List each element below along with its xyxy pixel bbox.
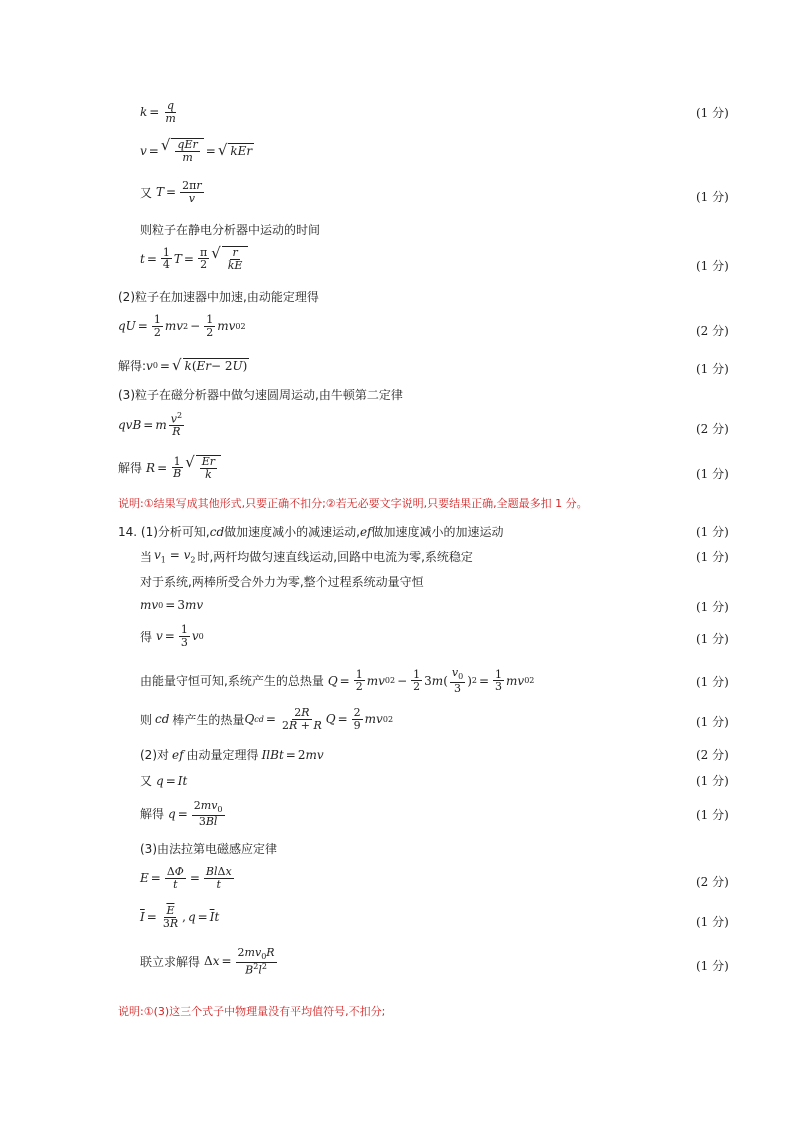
note-1: 说明:①结果写成其他形式,只要正确不扣分;②若无必要文字说明,只要结果正确,全题最多扣 1 分。 [118,497,588,510]
label-also: 又 [140,774,153,788]
score: (2 分) [696,422,729,436]
score: (1 分) [696,632,729,646]
score: (1 分) [696,550,729,564]
eq-qU: qU = $\frac{1}{2}$ mv 2 − $\frac{1}{2}$ mv 0 2 [118,313,246,339]
score: (1 分) [696,915,729,929]
score: (1 分) [696,362,729,376]
eq-I: $\overline{I}$ = $\frac{\overline{E}}{3R}$ , q = $\overline{I}t$ [140,904,220,930]
eq-v: v = √ $\frac{\text{qEr}}{m}$ = √ kEr [140,136,253,164]
eq-impulse: (2)对 ef 由动量定理得 IlBt = 2 mv [140,747,324,762]
label-solve: 解得: [118,359,147,373]
text-time: 则粒子在静电分析器中运动的时间 [140,223,321,237]
score: (1 分) [696,600,729,614]
q14-line2: 当 $v_1 = v_2$ 时,两杆均做匀速直线运动,回路中电流为零,系统稳定 [140,548,473,565]
label-energy: 由能量守恒可知,系统产生的总热量 [140,674,324,689]
eq-qcd: 则 cd 棒产生的热量 Q cd = $\frac{2R}{2R + R}$ Q = $\frac{2}{9}$ mv 0 2 [140,706,394,732]
eq-q-final: 解得 q = $\frac{2mv_0}{3Bl}$ [140,799,223,828]
eq-v-final: 得 v = $\frac{1}{3}$ v 0 [140,623,204,649]
eq-dx: 联立求解得 Δx = $\frac{2mv_0R}{B^2l^2}$ [140,946,275,977]
eq-R: 解得 R = $\frac{1}{B}$ √ $\frac{Er}{k}$ [118,455,221,480]
q14-line1: 14. (1)分析可知, cd 做加速度减小的减速运动, ef 做加速度减小的加速运动 [118,524,504,539]
note-2: 说明:①(3)这三个式子中物理量没有平均值符号,不扣分; [118,1005,386,1018]
score: (1 分) [696,959,729,973]
q14-mid: 做加速度减小的减速运动, [224,525,360,539]
score: (1 分) [696,259,729,273]
eq-k: k = $\frac{q}{m}$ [140,99,176,125]
eq-T: 又 T = $\frac{2\pi r}{v}$ [140,179,202,205]
score: (2 分) [696,324,729,338]
eq-q: 又 q = It [140,773,188,788]
score: (1 分) [696,525,729,539]
eq-t: t = $\frac{1}{4}$ T = $\frac{\pi}{2}$ √ $\frac{r}{kE}$ [140,246,248,271]
label-then: 则 [140,712,153,727]
score: (1 分) [696,774,729,788]
score: (1 分) [696,190,729,204]
eq-qvB: qvB = m $\frac{v^2}{R}$ [118,411,183,439]
label-solve: 解得 [118,461,143,476]
label-p2b: (2)对 [140,748,169,762]
text-part3: (3)粒子在磁分析器中做匀速圆周运动,由牛顿第二定律 [118,388,403,402]
label-when-b: 时,两杆均做匀速直线运动,回路中电流为零,系统稳定 [197,550,473,564]
label-get: 得 [140,629,153,644]
label-p2b-b: 由动量定理得 [186,748,259,762]
score: (1 分) [696,715,729,729]
eq-momentum: mv 0 = 3 mv [140,598,204,612]
label-heat: 棒产生的热量 [172,712,245,727]
label-when: 当 [140,550,153,564]
score: (1 分) [696,467,729,481]
text-part3b: (3)由法拉第电磁感应定律 [140,842,277,856]
label-you: 又 [140,185,153,200]
label-combine: 联立求解得 [140,954,201,969]
eq-v0: 解得: v 0 = √ k ( Er − 2 U ) [118,356,248,374]
score: (1 分) [696,106,729,120]
score: (1 分) [696,808,729,822]
label-solve-q: 解得 [140,807,165,822]
q14-prefix: 14. (1)分析可知, [118,525,210,539]
score: (2 分) [696,875,729,889]
text-part2: (2)粒子在加速器中加速,由动能定理得 [118,290,319,304]
eq-E: E = $\frac{\Delta\Phi}{t}$ = $\frac{\text{BlΔx}}{t}$ [140,865,232,891]
score: (1 分) [696,675,729,689]
text-system: 对于系统,两棒所受合外力为零,整个过程系统动量守恒 [140,575,424,589]
eq-energy: 由能量守恒可知,系统产生的总热量 Q = $\frac{1}{2}$ mv 0 2 − $\frac{1}{2}$ 3 m ( $\frac{v_0}{3}$ ) 2 = $\frac{1}{3}$ mv 0 2 [140,666,535,695]
score: (2 分) [696,748,729,762]
q14-end: 做加速度减小的加速运动 [371,525,504,539]
